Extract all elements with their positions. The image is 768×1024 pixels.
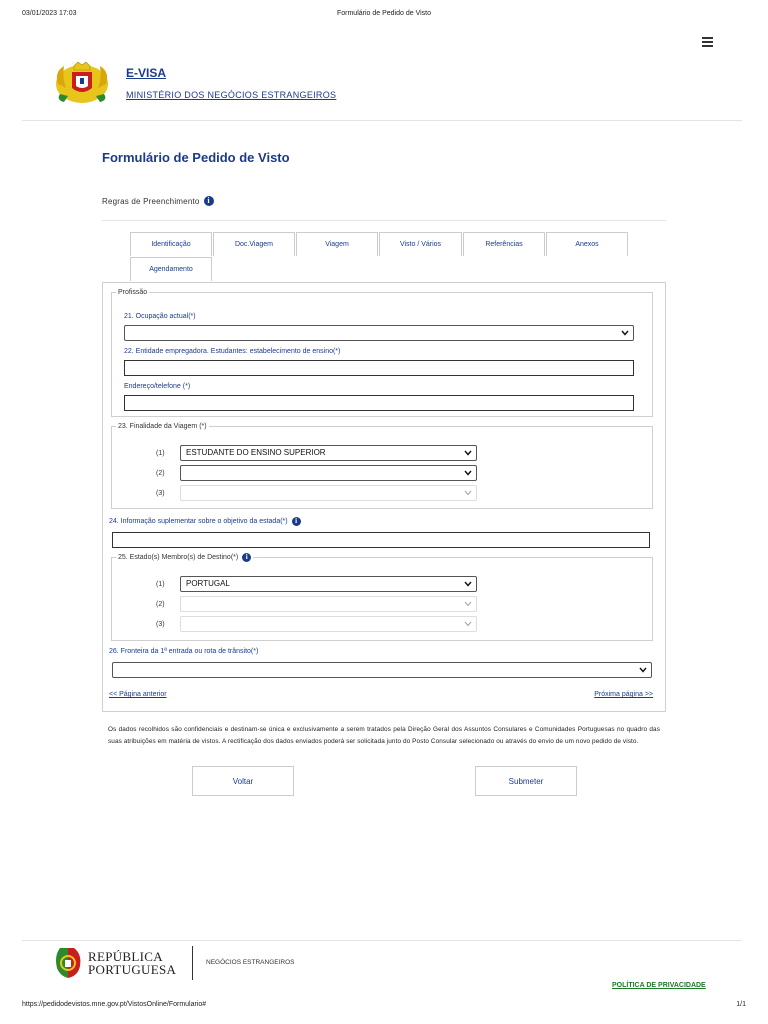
tab-referencias[interactable] (463, 232, 545, 256)
employer-label: 22. Entidade empregadora. Estudantes: estabelecimento de ensino(*) (124, 348, 341, 355)
purpose-value-1: ESTUDANTE DO ENSINO SUPERIOR (186, 448, 326, 457)
purpose-num-2: (2) (156, 470, 165, 477)
address-label: Endereço/telefone (*) (124, 383, 191, 390)
coat-of-arms-icon (52, 58, 112, 106)
print-page: 1/1 (736, 1001, 746, 1008)
destination-value-1: PORTUGAL (186, 579, 230, 588)
tab-label: Viagem (325, 241, 349, 248)
republic-name (88, 950, 176, 976)
employer-input[interactable] (124, 360, 634, 376)
republic-line-2: PORTUGUESA (88, 962, 177, 977)
destination-num-3: (3) (156, 621, 165, 628)
print-url: https://pedidodevistos.mne.gov.pt/VistosOnline/Formulario# (22, 1001, 207, 1008)
tab-anexos[interactable] (546, 232, 628, 256)
info-icon[interactable]: i (204, 196, 214, 206)
tab-viagem[interactable] (296, 232, 378, 256)
occupation-label: 21. Ocupação actual(*) (124, 313, 196, 320)
tab-visto-varios[interactable] (379, 232, 462, 256)
visa-form (102, 282, 666, 712)
next-page-link[interactable]: Próxima página >> (594, 691, 653, 698)
print-header (22, 10, 746, 17)
chevron-down-icon (464, 470, 472, 476)
privacy-notice: Os dados recolhidos são confidenciais e destinam-se única e exclusivamente a serem tratados pela Direção Geral dos Assuntos Consulares e Comunidades Portuguesas no quadro das suas atribuições em matéria de vistos. A rectificação dos dados enviados poderá ser solicitada junto do Posto Consular selecionado ou através do envio de um novo pedido de visto. (108, 726, 660, 745)
destination-legend-row (116, 553, 253, 562)
page-title: Formulário de Pedido de Visto (102, 150, 290, 165)
destination-select-1[interactable] (180, 576, 477, 592)
additional-info-input[interactable] (112, 532, 650, 548)
republic-line-1: REPÚBLICA (88, 949, 163, 964)
border-select[interactable] (112, 662, 652, 678)
republic-emblem-icon (54, 946, 82, 980)
submit-button[interactable]: Submeter (475, 766, 577, 796)
chevron-down-icon (464, 490, 472, 496)
tab-agendamento[interactable] (130, 257, 212, 281)
chevron-down-icon (464, 450, 472, 456)
tab-label: Referências (485, 241, 523, 248)
chevron-down-icon (639, 667, 647, 673)
address-input[interactable] (124, 395, 634, 411)
purpose-select-1[interactable] (180, 445, 477, 461)
purpose-select-2[interactable] (180, 465, 477, 481)
rules-row (102, 196, 214, 206)
privacy-policy-link[interactable]: POLÍTICA DE PRIVACIDADE (612, 982, 706, 989)
print-datetime: 03/01/2023 17:03 (22, 10, 77, 17)
rules-divider (102, 220, 666, 221)
print-footer (22, 1001, 746, 1008)
info-icon[interactable]: i (242, 553, 251, 562)
destination-num-2: (2) (156, 601, 165, 608)
purpose-select-3[interactable] (180, 485, 477, 501)
chevron-down-icon (464, 621, 472, 627)
tab-label: Doc.Viagem (234, 241, 273, 248)
additional-info-row (109, 517, 301, 526)
tab-label: Visto / Vários (399, 241, 442, 248)
tab-label: Agendamento (149, 266, 193, 273)
occupation-select[interactable] (124, 325, 634, 341)
footer-divider (22, 940, 742, 941)
hamburger-icon[interactable] (702, 37, 713, 49)
purpose-legend: 23. Finalidade da Viagem (*) (118, 423, 207, 430)
chevron-down-icon (464, 581, 472, 587)
destination-num-1: (1) (156, 581, 165, 588)
tab-doc-viagem[interactable] (213, 232, 295, 256)
destination-legend: 25. Estado(s) Membro(s) de Destino(*) (118, 554, 239, 561)
back-button[interactable]: Voltar (192, 766, 294, 796)
profession-legend: Profissão (118, 289, 148, 296)
destination-select-3[interactable] (180, 616, 477, 632)
tab-identificacao[interactable] (130, 232, 212, 256)
previous-page-link[interactable]: << Página anterior (109, 691, 167, 698)
print-title: Formulário de Pedido de Visto (336, 10, 432, 17)
border-label: 26. Fronteira da 1ª entrada ou rota de trânsito(*) (109, 648, 259, 655)
additional-info-label: 24. Informação suplementar sobre o objetivo da estada(*) (109, 518, 288, 525)
footer-separator (192, 946, 193, 980)
destination-select-2[interactable] (180, 596, 477, 612)
department-name: NEGÓCIOS ESTRANGEIROS (206, 959, 295, 966)
header-divider (22, 120, 742, 121)
chevron-down-icon (621, 330, 629, 336)
info-icon[interactable]: i (292, 517, 301, 526)
tab-label: Identificação (151, 241, 191, 248)
chevron-down-icon (464, 601, 472, 607)
ministry-link[interactable]: MINISTÉRIO DOS NEGÓCIOS ESTRANGEIROS (126, 90, 337, 100)
purpose-num-1: (1) (156, 450, 165, 457)
purpose-num-3: (3) (156, 490, 165, 497)
tab-label: Anexos (575, 241, 599, 248)
rules-label: Regras de Preenchimento (102, 196, 200, 206)
brand-title[interactable]: E-VISA (126, 66, 167, 80)
